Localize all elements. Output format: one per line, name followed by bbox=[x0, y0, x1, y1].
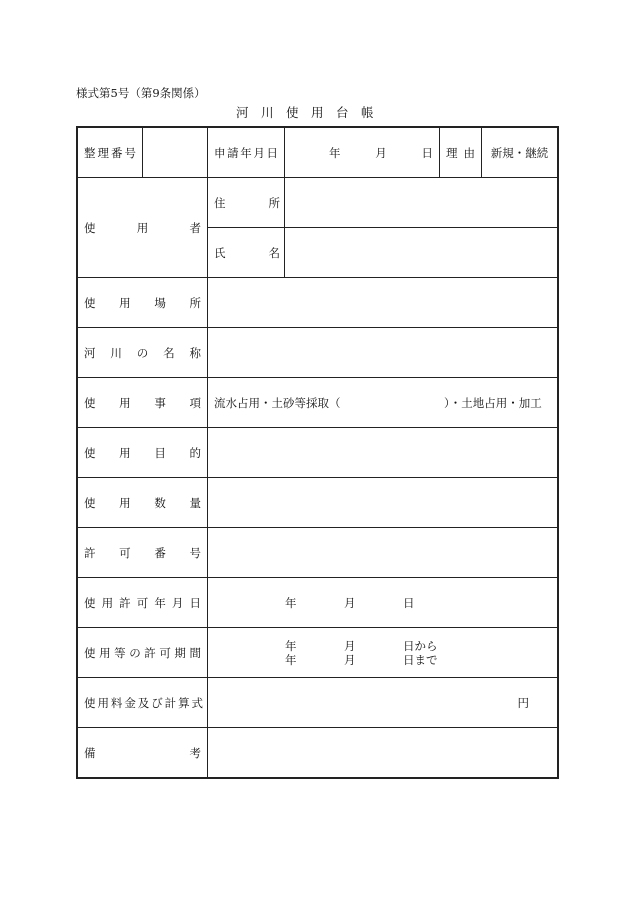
shiyosha-label: 使 用 者 bbox=[78, 178, 208, 278]
shinsei-date-label: 申 請 年 月 日 bbox=[208, 128, 285, 178]
jiko-value[interactable]: 流水占用・土砂等採取（ ）・土地占用・加工 bbox=[208, 378, 558, 428]
jusho-label: 住 所 bbox=[208, 178, 285, 228]
mokuteki-field[interactable] bbox=[208, 428, 558, 478]
date-year-unit: 年 bbox=[329, 145, 341, 160]
suryo-row bbox=[78, 478, 558, 528]
kikan-from-month: 月 bbox=[344, 638, 356, 653]
form-id: 様式第5号（第9条関係） bbox=[76, 86, 206, 100]
kyoka-date-field[interactable] bbox=[208, 578, 558, 628]
jiko-label: 使 用 事 項 bbox=[78, 378, 208, 428]
suryo-label: 使 用 数 量 bbox=[78, 478, 208, 528]
kasen-field[interactable] bbox=[208, 328, 558, 378]
kikan-from-day: 日から bbox=[403, 638, 438, 653]
mokuteki-label: 使 用 目 的 bbox=[78, 428, 208, 478]
kikan-to-day: 日まで bbox=[403, 652, 438, 667]
shimei-field[interactable] bbox=[285, 228, 558, 278]
biko-field[interactable] bbox=[208, 728, 558, 778]
kasen-row bbox=[78, 328, 558, 378]
kikan-row bbox=[78, 628, 558, 678]
basho-field[interactable] bbox=[208, 278, 558, 328]
kikan-to-month: 月 bbox=[344, 652, 356, 667]
header-row bbox=[78, 128, 558, 178]
basho-label: 使 用 場 所 bbox=[78, 278, 208, 328]
biko-row bbox=[78, 728, 558, 778]
kyoka-bango-row bbox=[78, 528, 558, 578]
seiri-bango-field[interactable] bbox=[143, 128, 208, 178]
mokuteki-row bbox=[78, 428, 558, 478]
biko-label: 備 考 bbox=[78, 728, 208, 778]
kikan-to-year: 年 bbox=[285, 652, 297, 667]
riyu-value[interactable]: 新規・継続 bbox=[482, 128, 558, 178]
kyoka-year-unit: 年 bbox=[285, 595, 297, 610]
yen-unit: 円 bbox=[517, 695, 529, 710]
date-month-unit: 月 bbox=[375, 145, 387, 160]
seiri-bango-label: 整 理 番 号 bbox=[78, 128, 143, 178]
kyoka-bango-field[interactable] bbox=[208, 528, 558, 578]
suryo-field[interactable] bbox=[208, 478, 558, 528]
ryokin-field[interactable] bbox=[208, 678, 558, 728]
ryokin-label: 使 用 料 金 及 び 計 算 式 bbox=[78, 678, 208, 728]
kasen-label: 河 川 の 名 称 bbox=[78, 328, 208, 378]
jiko-row bbox=[78, 378, 558, 428]
jusho-field[interactable] bbox=[285, 178, 558, 228]
kyoka-date-label: 使 用 許 可 年 月 日 bbox=[78, 578, 208, 628]
riyu-label: 理 由 bbox=[440, 128, 482, 178]
document-title: 河 川 使 用 台 帳 bbox=[236, 105, 374, 120]
kikan-field[interactable] bbox=[208, 628, 558, 678]
kikan-label: 使 用 等 の 許 可 期 間 bbox=[78, 628, 208, 678]
kyoka-date-row bbox=[78, 578, 558, 628]
shimei-label: 氏 名 bbox=[208, 228, 285, 278]
date-day-unit: 日 bbox=[421, 145, 433, 160]
kyoka-month-unit: 月 bbox=[344, 595, 356, 610]
ryokin-row bbox=[78, 678, 558, 728]
kyoka-day-unit: 日 bbox=[403, 595, 415, 610]
shinsei-date-field[interactable] bbox=[285, 128, 440, 178]
kikan-from-year: 年 bbox=[285, 638, 297, 653]
basho-row bbox=[78, 278, 558, 328]
shiyosha-row-jusho bbox=[78, 178, 558, 228]
ledger-table bbox=[76, 126, 559, 779]
kyoka-bango-label: 許 可 番 号 bbox=[78, 528, 208, 578]
